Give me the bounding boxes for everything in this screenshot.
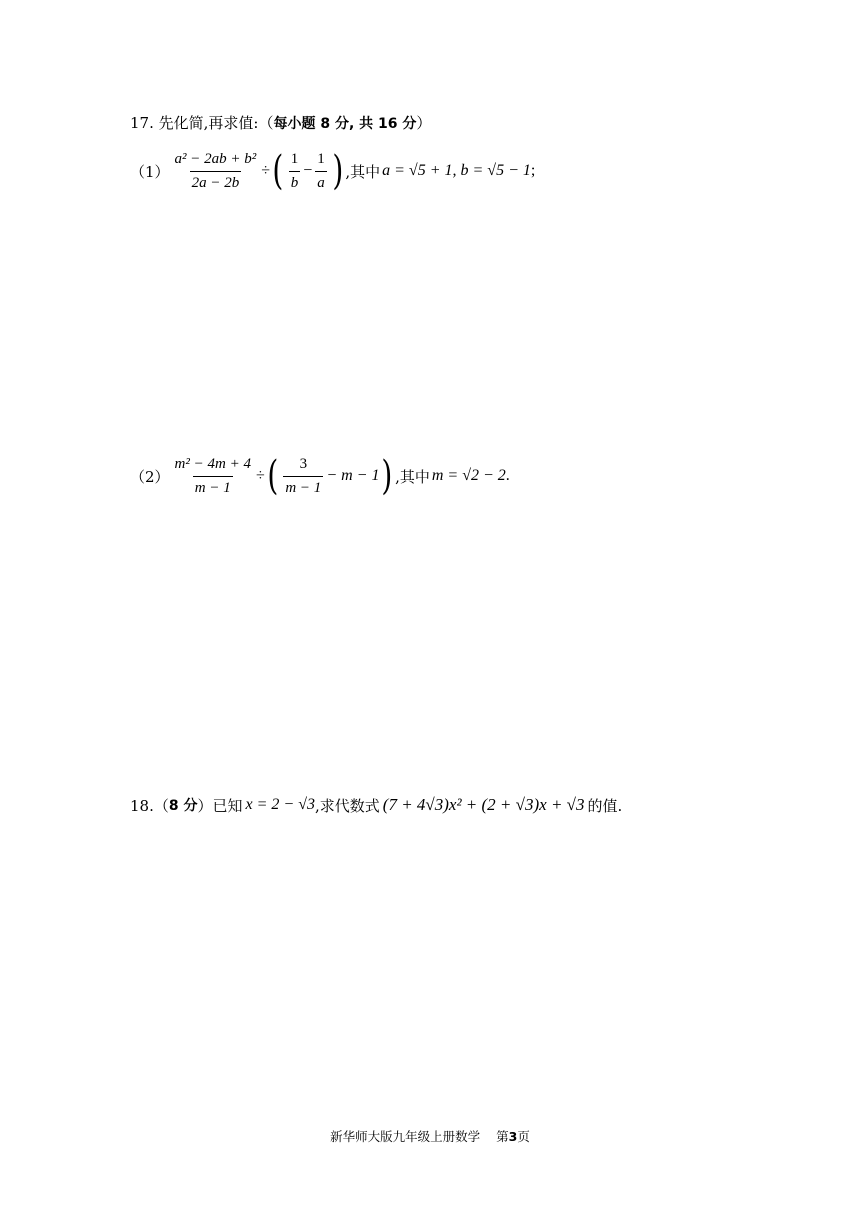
q17-p1-lparen: ( <box>272 148 284 194</box>
q17-header <box>130 112 431 133</box>
q18-score-close: ） <box>197 796 213 815</box>
q17-part2 <box>130 450 510 502</box>
q17-p2-cond-prefix: ,其中 <box>395 467 430 486</box>
footer-title: 新华师大版九年级上册数学 <box>330 1129 481 1144</box>
q17-title: 17. 先化简,再求值:（ <box>130 114 274 132</box>
q18-ask: ,求代数式 <box>315 796 380 815</box>
q18-number: 18.（ <box>130 796 169 815</box>
q17-p1-inner-num2: 1 <box>317 150 325 167</box>
q18-expression: (7 + 4√3)x² + (2 + √3)x + √3 <box>382 795 585 814</box>
q17-p1-fraction <box>173 151 259 192</box>
q18-known: 已知 <box>212 796 243 815</box>
footer-page-prefix: 第 <box>496 1129 509 1144</box>
q17-p2-label: （2） <box>130 467 170 486</box>
q17-header-close: ） <box>416 114 432 132</box>
q17-p2-end: . <box>505 467 510 484</box>
q18-x-expr: x = 2 − √3 <box>245 796 315 813</box>
q17-p1-cond-prefix: ,其中 <box>345 162 381 181</box>
q17-p2-fraction <box>173 456 253 497</box>
q17-p1-inner-den1: b <box>289 171 301 192</box>
q17-p2-numerator: m² − 4m + 4 <box>174 455 251 472</box>
q17-p2-inner-den: m − 1 <box>283 476 323 497</box>
q17-p1-condition: a = √5 + 1, b = √5 − 1 <box>382 162 531 179</box>
q17-p1-divide: ÷ <box>261 162 271 179</box>
q18-score: 8 分 <box>168 798 198 814</box>
q17-score-note: 每小题 8 分, 共 16 分 <box>273 116 417 132</box>
q18-tail: 的值. <box>587 796 623 815</box>
q17-p2-lparen: ( <box>267 453 279 499</box>
q17-p2-inner-rest: − m − 1 <box>326 467 380 484</box>
q17-p1-inner-minus: − <box>303 162 313 179</box>
q17-p2-inner-frac <box>283 456 323 497</box>
q17-p1-inner-frac2 <box>315 151 327 192</box>
q17-p2-denominator: m − 1 <box>193 476 233 497</box>
page-footer <box>0 1127 860 1145</box>
q17-p1-inner-frac1 <box>289 151 301 192</box>
q17-p1-inner-den2: a <box>315 171 327 192</box>
q17-p2-condition: m = √2 − 2 <box>431 467 506 484</box>
q17-p1-end: ; <box>530 162 536 179</box>
q17-p2-divide: ÷ <box>255 467 265 484</box>
q17-p1-denominator: 2a − 2b <box>190 171 242 192</box>
q17-p2-inner-num: 3 <box>299 455 308 472</box>
q17-part1 <box>130 145 535 197</box>
footer-page-suffix: 页 <box>517 1129 530 1144</box>
q17-p1-inner-num1: 1 <box>290 150 299 167</box>
q18 <box>130 790 622 820</box>
q17-p1-rparen: ) <box>332 148 343 194</box>
q17-p1-label: （1） <box>130 162 170 181</box>
footer-page-number: 3 <box>508 1129 518 1144</box>
q17-p1-numerator: a² − 2ab + b² <box>174 150 257 167</box>
q17-p2-rparen: ) <box>381 453 393 499</box>
